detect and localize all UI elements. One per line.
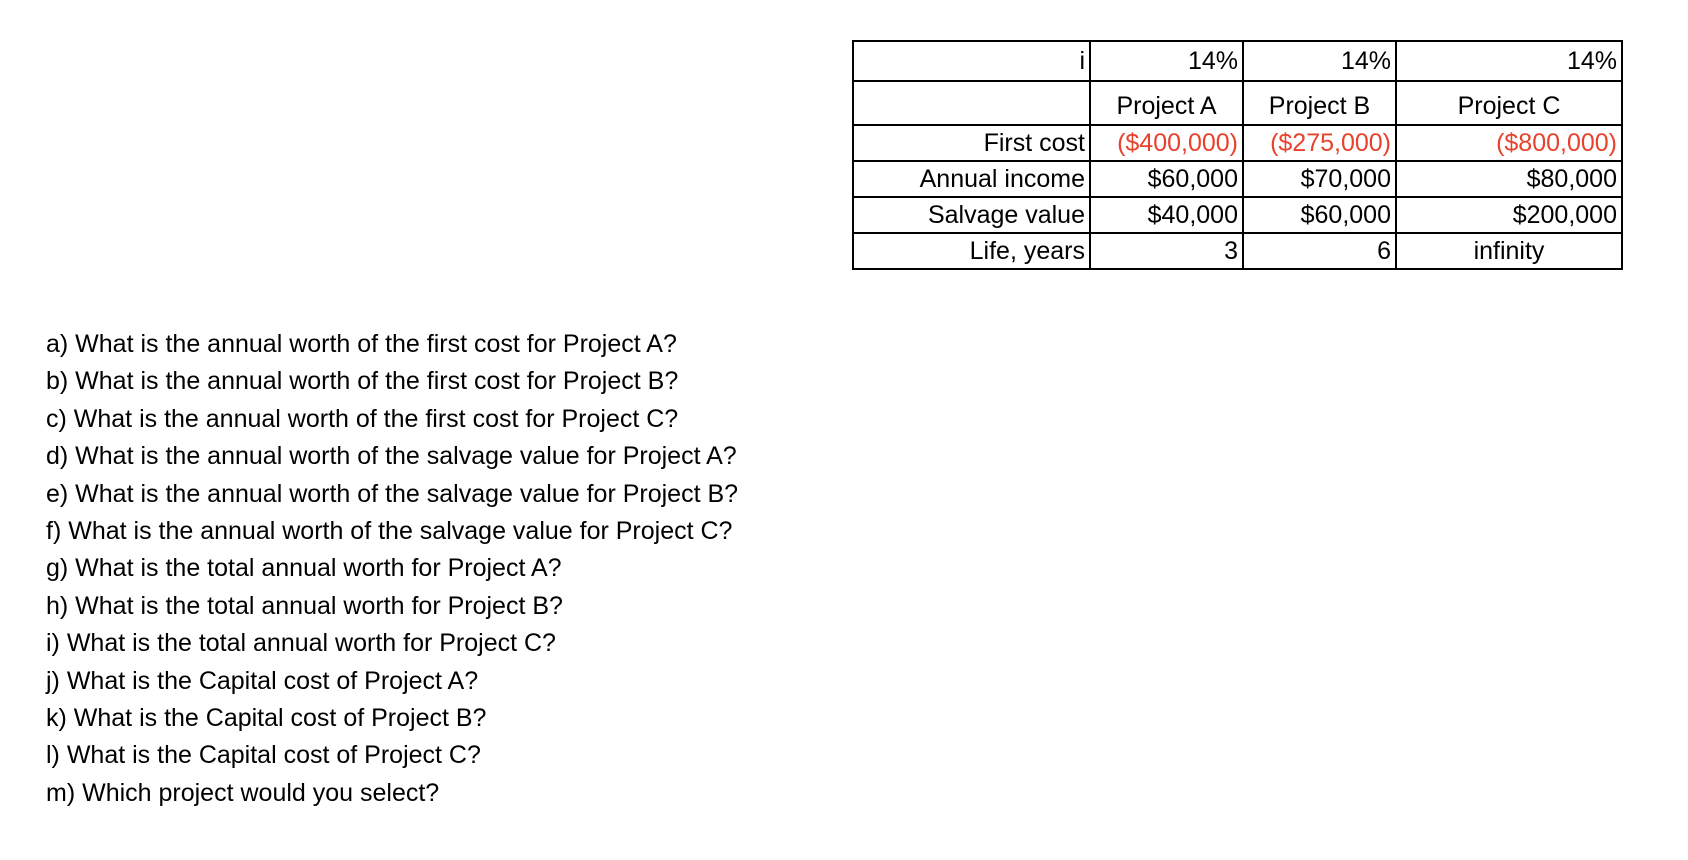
project-names-row xyxy=(853,81,1622,125)
question-item: e) What is the annual worth of the salvage value for Project B? xyxy=(46,479,739,508)
salvage-value-row xyxy=(853,197,1622,233)
question-item: g) What is the total annual worth for Project A? xyxy=(46,554,562,583)
project-data-table xyxy=(852,40,1623,270)
annual-income-row xyxy=(853,161,1622,197)
question-item: f) What is the annual worth of the salvage value for Project C? xyxy=(46,517,733,546)
annual-income-project-a: $60,000 xyxy=(1090,161,1243,197)
project-b-header: Project B xyxy=(1243,81,1396,125)
interest-rate-row xyxy=(853,41,1622,81)
annual-income-project-b: $70,000 xyxy=(1243,161,1396,197)
interest-rate-project-b: 14% xyxy=(1243,41,1396,81)
life-years-project-b: 6 xyxy=(1243,233,1396,269)
annual-income-project-c: $80,000 xyxy=(1396,161,1622,197)
question-item: l) What is the Capital cost of Project C? xyxy=(46,741,481,770)
project-c-header: Project C xyxy=(1396,81,1622,125)
salvage-value-project-c: $200,000 xyxy=(1396,197,1622,233)
question-item: m) Which project would you select? xyxy=(46,778,440,807)
question-item: i) What is the total annual worth for Project C? xyxy=(46,629,556,658)
question-item: d) What is the annual worth of the salvage value for Project A? xyxy=(46,442,737,471)
first-cost-label: First cost xyxy=(853,125,1090,161)
salvage-value-project-b: $60,000 xyxy=(1243,197,1396,233)
interest-rate-label: i xyxy=(853,41,1090,81)
life-years-row xyxy=(853,233,1622,269)
first-cost-project-c: ($800,000) xyxy=(1396,125,1622,161)
question-item: j) What is the Capital cost of Project A? xyxy=(46,666,479,695)
life-years-project-a: 3 xyxy=(1090,233,1243,269)
question-item: h) What is the total annual worth for Project B? xyxy=(46,591,563,620)
first-cost-row xyxy=(853,125,1622,161)
interest-rate-project-a: 14% xyxy=(1090,41,1243,81)
first-cost-project-b: ($275,000) xyxy=(1243,125,1396,161)
life-years-label: Life, years xyxy=(853,233,1090,269)
question-item: a) What is the annual worth of the first cost for Project A? xyxy=(46,330,677,358)
question-list xyxy=(46,326,738,812)
project-a-header: Project A xyxy=(1090,81,1243,125)
question-item: b) What is the annual worth of the first cost for Project B? xyxy=(46,367,679,396)
question-item: c) What is the annual worth of the first cost for Project C? xyxy=(46,404,679,433)
project-names-blank-cell xyxy=(853,81,1090,125)
first-cost-project-a: ($400,000) xyxy=(1090,125,1243,161)
salvage-value-project-a: $40,000 xyxy=(1090,197,1243,233)
interest-rate-project-c: 14% xyxy=(1396,41,1622,81)
question-item: k) What is the Capital cost of Project B? xyxy=(46,704,487,733)
annual-income-label: Annual income xyxy=(853,161,1090,197)
life-years-project-c: infinity xyxy=(1396,233,1622,269)
salvage-value-label: Salvage value xyxy=(853,197,1090,233)
